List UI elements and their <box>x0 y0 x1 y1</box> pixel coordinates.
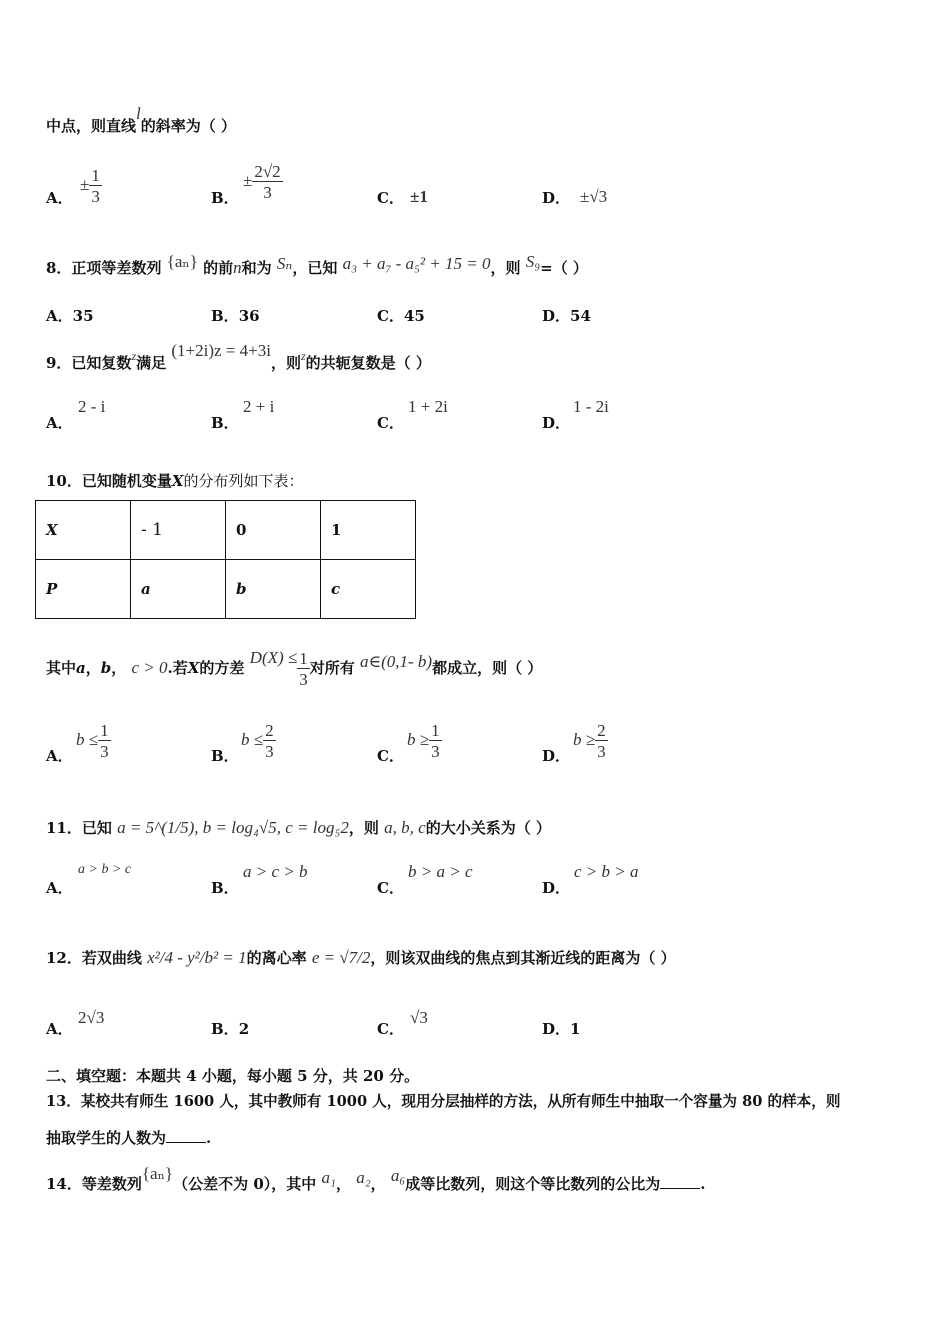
q10-option-b-value: b ≤ $\frac{2}{3}$ <box>241 721 274 761</box>
q7-option-b-value: ± $\frac{2√2}{3}$ <box>243 162 281 202</box>
q13-line2: 抽取学生的人数为 . <box>46 1129 212 1147</box>
q11-option-d[interactable]: D． <box>542 879 571 897</box>
q8-option-b[interactable]: B．36 <box>211 307 260 325</box>
q9-stem: 9．已知复数$^z$满足 (1+2i)z = 4+3i，则$^z$的共轭复数是（ ） <box>46 341 431 372</box>
q8-option-a[interactable]: A．35 <box>46 307 94 325</box>
q7-option-a-value: ± $\frac{1}{3}$ <box>80 166 100 206</box>
q11-stem: 11．已知 a = 5^(1/5), b = log₄√5, c = log₅2，则 a, b, c的大小关系为（ ） <box>46 818 551 837</box>
section-heading: 二、填空题：本题共 4 小题，每小题 5 分，共 20 分。 <box>46 1067 420 1085</box>
q9-option-c-value: 1 + 2i <box>408 397 448 416</box>
q7-option-c-value: ±1 <box>410 187 428 206</box>
table-cell: c <box>321 560 416 619</box>
table-cell: 1 <box>321 501 416 560</box>
q12-option-a[interactable]: A． <box>46 1020 73 1038</box>
q12-eccentricity: e = √7/2 <box>311 948 371 967</box>
table-cell: b <box>226 560 321 619</box>
seq-an: {aₙ} <box>166 252 198 271</box>
q11-option-a-value: a > b > c <box>78 862 132 877</box>
q11-option-b-value: a > c > b <box>243 862 308 881</box>
table-cell: X <box>36 501 131 560</box>
q8-condition: a₃ + a₇ - a₅² + 15 = 0 <box>342 254 491 273</box>
q13-line1: 13．某校共有师生 1600 人，其中教师有 1000 人，现用分层抽样的方法，从所有师生中抽取一个容量为 80 的样本，则 <box>46 1093 841 1110</box>
q9-option-a[interactable]: A． <box>46 414 73 432</box>
q10-option-a[interactable]: A． <box>46 747 73 765</box>
q11-option-b[interactable]: B． <box>211 879 239 897</box>
q10-option-c[interactable]: C． <box>377 747 404 765</box>
q11-option-d-value: c > b > a <box>574 862 639 881</box>
q10-condition: 其中a，b， c > 0.若X的方差 D(X) ≤ $\frac{1}{3}$ 对所有 a∈(0,1- b)都成立，则（ ） <box>46 648 543 689</box>
q12-stem: 12．若双曲线 x²/4 - y²/b² = 1的离心率 e = √7/2，则该双曲线的焦点到其渐近线的距离为（ ） <box>46 948 676 967</box>
q10-option-a-value: b ≤ $\frac{1}{3}$ <box>76 721 109 761</box>
q12-option-b[interactable]: B．2 <box>211 1020 250 1038</box>
q8-option-c[interactable]: C．45 <box>377 307 425 325</box>
q8-stem: 8．正项等差数列 {aₙ} 的前n和为 Sₙ，已知 a₃ + a₇ - a₅² + 15 = 0，则 S₉=（ ） <box>46 252 588 277</box>
q9-equation: (1+2i)z = 4+3i <box>171 341 271 360</box>
q12-option-c-value: √3 <box>410 1008 428 1027</box>
q14-stem: 14．等差数列{aₙ}（公差不为 0），其中 a₁， a₂， a₆成等比数列，则这个等比数列的公比为 . <box>46 1164 706 1193</box>
q9-option-a-value: 2 - i <box>78 397 106 416</box>
answer-blank[interactable] <box>166 1142 206 1143</box>
q11-option-a[interactable]: A． <box>46 879 73 897</box>
q10-option-d[interactable]: D． <box>542 747 571 765</box>
q7-option-d[interactable]: D． <box>542 189 571 207</box>
q7-option-b[interactable]: B． <box>211 189 239 207</box>
answer-blank[interactable] <box>660 1188 700 1189</box>
q11-option-c-value: b > a > c <box>408 862 473 881</box>
q11-option-c[interactable]: C． <box>377 879 404 897</box>
var-l: l <box>136 104 141 123</box>
q8-option-d[interactable]: D．54 <box>542 307 591 325</box>
table-cell: 0 <box>226 501 321 560</box>
q9-option-d[interactable]: D． <box>542 414 571 432</box>
q10-stem: 10．已知随机变量X的分布列如下表： <box>46 472 304 490</box>
q12-option-c[interactable]: C． <box>377 1020 404 1038</box>
q12-option-a-value: 2√3 <box>78 1008 105 1027</box>
q10-option-d-value: b ≥ $\frac{2}{3}$ <box>573 721 606 761</box>
q9-option-b[interactable]: B． <box>211 414 239 432</box>
distribution-table <box>35 500 416 619</box>
q7-option-d-value: ±√3 <box>580 187 608 206</box>
table-cell: - 1 <box>131 501 226 560</box>
q11-expression: a = 5^(1/5), b = log₄√5, c = log₅2 <box>117 818 349 837</box>
q7-option-a[interactable]: A． <box>46 189 73 207</box>
q10-option-c-value: b ≥ $\frac{1}{3}$ <box>407 721 440 761</box>
q7-option-c[interactable]: C． <box>377 189 404 207</box>
q9-option-c[interactable]: C． <box>377 414 404 432</box>
q9-option-b-value: 2 + i <box>243 397 275 416</box>
q12-hyperbola: x²/4 - y²/b² = 1 <box>147 948 247 967</box>
q10-option-b[interactable]: B． <box>211 747 239 765</box>
q9-option-d-value: 1 - 2i <box>573 397 609 416</box>
q12-option-d[interactable]: D．1 <box>542 1020 581 1038</box>
table-row <box>36 560 416 619</box>
table-cell: P <box>36 560 131 619</box>
table-row <box>36 501 416 560</box>
table-cell: a <box>131 560 226 619</box>
q7-stem: 中点，则直线l的斜率为（ ） <box>46 104 236 135</box>
